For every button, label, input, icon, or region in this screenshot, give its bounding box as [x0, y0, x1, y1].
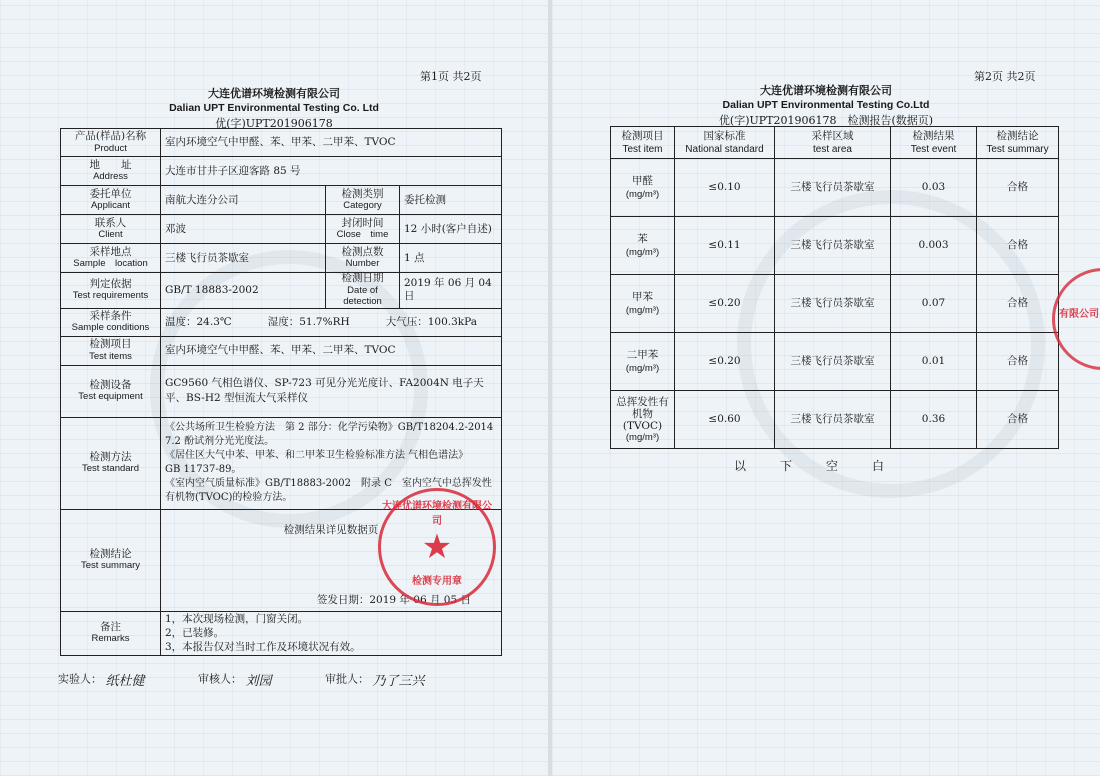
value-close-time: 12 小时(客户自述): [400, 215, 502, 244]
standard-line: 《居住区大气中苯、甲苯、和二甲苯卫生检验标准方法 气相色谱法》: [165, 450, 469, 461]
value-detection-date: 2019 年 06 月 04 日: [400, 273, 502, 309]
label-sample-location: 采样地点 Sample location: [61, 244, 161, 273]
cell-area: 三楼飞行员茶歇室: [775, 159, 891, 217]
report-number: 优(字)UPT201906178: [215, 117, 333, 130]
cell-summary: 合格: [977, 333, 1059, 391]
header-test-area: 采样区域 test area: [775, 127, 891, 159]
remark-line: 2，已装修。: [165, 627, 225, 639]
issue-date: 签发日期：2019 年 06 月 05 日: [316, 593, 472, 606]
cell-area: 三楼飞行员茶歇室: [775, 275, 891, 333]
cell-standard: ≤0.20: [675, 275, 775, 333]
row-applicant: [61, 186, 502, 215]
label-test-requirements: 判定依据 Test requirements: [61, 273, 161, 309]
table-row: [611, 217, 1059, 275]
value-detect-number: 1 点: [400, 244, 502, 273]
cell-standard: ≤0.10: [675, 159, 775, 217]
label-client: 联系人 Client: [61, 215, 161, 244]
row-remarks: [61, 611, 502, 655]
remark-line: 1，本次现场检测，门窗关闭。: [165, 613, 309, 625]
standard-line: 《公共场所卫生检验方法 第 2 部分：化学污染物》GB/T18204.2-2014: [165, 422, 494, 433]
standard-line: 《室内空气质量标准》GB/T18883-2002 附录 C 室内空气中总挥发性: [165, 478, 492, 489]
cell-standard: ≤0.20: [675, 333, 775, 391]
label-product: 产品(样品)名称 Product: [61, 129, 161, 157]
page-number: 第2页 共2页: [974, 70, 1036, 83]
row-sample-location: [61, 244, 502, 273]
label-category: 检测类别 Category: [326, 186, 400, 215]
value-sample-conditions: [161, 308, 502, 336]
sample-humidity: 湿度：51.7%RH: [267, 315, 350, 328]
table-row: [611, 391, 1059, 449]
label-test-standard: 检测方法 Test standard: [61, 417, 161, 509]
header-test-event: 检测结果 Test event: [891, 127, 977, 159]
cell-summary: 合格: [977, 275, 1059, 333]
report-header: [0, 86, 548, 131]
official-stamp: [378, 488, 496, 606]
cell-standard: ≤0.60: [675, 391, 775, 449]
sample-temperature: 温度：24.3℃: [165, 315, 232, 328]
header-national-standard: 国家标准 National standard: [675, 127, 775, 159]
stamp-bottom-text: 检测专用章: [412, 576, 462, 587]
cell-item: 总挥发性有机物(TVOC) (mg/m³): [611, 391, 675, 449]
stamp-arc-text: 大连优谱环境检测有限公司: [382, 501, 492, 527]
standard-line: 7.2 酚试剂分光光度法。: [165, 436, 275, 447]
cell-result: 0.03: [891, 159, 977, 217]
reviewer-label: 审核人：: [198, 672, 243, 686]
label-test-summary: 检测结论 Test summary: [61, 509, 161, 611]
cell-summary: 合格: [977, 217, 1059, 275]
report-page-2: [552, 0, 1100, 776]
label-remarks: 备注 Remarks: [61, 611, 161, 655]
value-test-items: 室内环境空气中甲醛、苯、甲苯、二甲苯、TVOC: [161, 336, 502, 365]
report-header: [552, 83, 1100, 128]
reviewer-signature: 刘园: [245, 674, 272, 689]
label-detection-date: 检测日期 Date of detection: [326, 273, 400, 309]
company-name-en: Dalian UPT Environmental Testing Co.Ltd: [722, 99, 930, 111]
header-test-item: 检测项目 Test item: [611, 127, 675, 159]
label-test-equipment: 检测设备 Test equipment: [61, 365, 161, 417]
value-category: 委托检测: [400, 186, 502, 215]
results-table: [610, 126, 1059, 449]
value-product: 室内环境空气中甲醛、苯、甲苯、二甲苯、TVOC: [161, 129, 502, 157]
cell-result: 0.07: [891, 275, 977, 333]
value-address: 大连市甘井子区迎客路 85 号: [161, 157, 502, 186]
row-address: [61, 157, 502, 186]
header-test-summary: 检测结论 Test summary: [977, 127, 1059, 159]
tester-signature: 纸杜健: [105, 674, 145, 689]
value-applicant: 南航大连分公司: [161, 186, 326, 215]
cell-summary: 合格: [977, 391, 1059, 449]
standard-line: GB 11737-89。: [165, 464, 242, 475]
approver-signature: 乃了三兴: [372, 674, 425, 689]
cell-result: 0.01: [891, 333, 977, 391]
company-name-cn: 大连优谱环境检测有限公司: [208, 87, 340, 100]
cell-summary: 合格: [977, 159, 1059, 217]
cell-area: 三楼飞行员茶歇室: [775, 333, 891, 391]
row-test-requirements: [61, 273, 502, 309]
report-number: 优(字)UPT201906178 检测报告(数据页): [718, 114, 934, 127]
row-client: [61, 215, 502, 244]
remark-line: 3，本报告仅对当时工作及环境状况有效。: [165, 641, 361, 653]
report-page-1: [0, 0, 548, 776]
label-address: 地 址 Address: [61, 157, 161, 186]
sample-pressure: 大气压：100.3kPa: [385, 315, 478, 328]
cell-result: 0.003: [891, 217, 977, 275]
value-client: 邓波: [161, 215, 326, 244]
page-number: 第1页 共2页: [420, 70, 482, 83]
label-detect-number: 检测点数 Number: [326, 244, 400, 273]
row-test-equipment: [61, 365, 502, 417]
value-sample-location: 三楼飞行员茶歇室: [161, 244, 326, 273]
row-product: [61, 129, 502, 157]
standard-line: 有机物(TVOC)的检验方法。: [165, 492, 293, 503]
cell-item: 二甲苯 (mg/m³): [611, 333, 675, 391]
label-sample-conditions: 采样条件 Sample conditions: [61, 308, 161, 336]
cell-item: 甲苯 (mg/m³): [611, 275, 675, 333]
table-row: [611, 159, 1059, 217]
signature-line: [58, 670, 528, 689]
company-name-en: Dalian UPT Environmental Testing Co. Ltd: [169, 102, 379, 114]
table-row: [611, 333, 1059, 391]
blank-below-note: 以下空白: [733, 459, 918, 473]
edge-stamp: [1052, 268, 1100, 370]
summary-text: 检测结果详见数据页: [283, 523, 379, 536]
cell-item: 甲醛 (mg/m³): [611, 159, 675, 217]
label-test-items: 检测项目 Test items: [61, 336, 161, 365]
cell-area: 三楼飞行员茶歇室: [775, 217, 891, 275]
value-test-requirements: GB/T 18883-2002: [161, 273, 326, 309]
approver-label: 审批人：: [325, 672, 370, 686]
stamp-star-icon: ★: [421, 527, 453, 567]
results-header-row: [611, 127, 1059, 159]
cell-item: 苯 (mg/m³): [611, 217, 675, 275]
value-remarks: [161, 611, 502, 655]
row-test-items: [61, 336, 502, 365]
cell-result: 0.36: [891, 391, 977, 449]
edge-stamp-text: 有限公司: [1059, 309, 1099, 320]
label-applicant: 委托单位 Applicant: [61, 186, 161, 215]
table-row: [611, 275, 1059, 333]
row-sample-conditions: [61, 308, 502, 336]
label-close-time: 封闭时间 Close time: [326, 215, 400, 244]
cell-standard: ≤0.11: [675, 217, 775, 275]
value-test-equipment: GC9560 气相色谱仪、SP-723 可见分光光度计、FA2004N 电子天平、BS-H2 型恒流大气采样仪: [161, 365, 502, 417]
company-name-cn: 大连优谱环境检测有限公司: [760, 84, 892, 97]
cell-area: 三楼飞行员茶歇室: [775, 391, 891, 449]
tester-label: 实验人：: [58, 672, 102, 686]
